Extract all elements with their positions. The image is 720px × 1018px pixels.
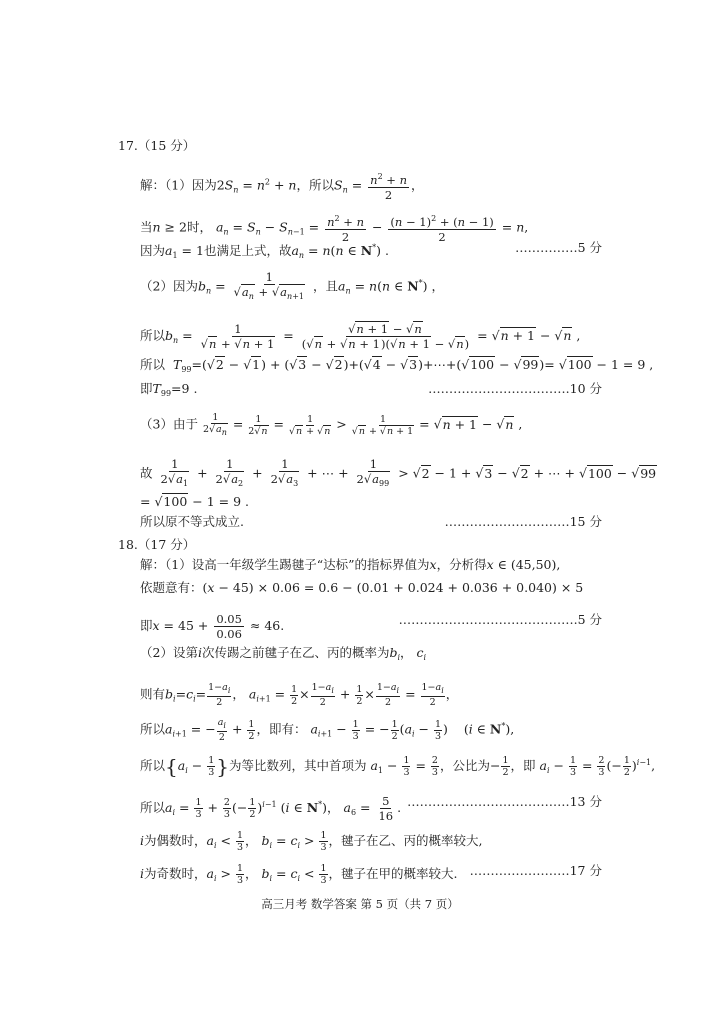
q17-line2: 当n ≥ 2时， $a_n = S_n - S_{n-1}$ = $\frac{n^2 + n}{2}$ − $\frac{(n - 1)^2 + (n - 1)}{2}$ = n, [140, 214, 529, 244]
q17-bn-line: 所以$b_n$ = $\frac{1}{√n + √n + 1}$ = $\frac{√n + 1 - √n}{(√n + √n + 1)(√n + 1 - √n)}$ = √n + 1 − √n , [140, 322, 581, 351]
q17-T99-line: 所以 $T_{99}=(√2 - √1) + (√3 - √2)+(√4$ − √3)+⋯+(√100 − √99)= √100 − 1 = 9 , [140, 357, 654, 374]
q17-conclusion: 所以原不等式成立. [140, 514, 244, 529]
q18-score-17: ……………………17 分 [469, 863, 602, 878]
q18-line3: 即x = 45 + $\frac{0.05}{0.06}$ ≈ 46. [140, 612, 285, 641]
q18-line2: 依题意有：(x − 45) × 0.06 = 0.6 − (0.01 + 0.024 + 0.036 + 0.040) × 5 [140, 580, 584, 595]
q18-line4: （2）设第i次传踢之前毽子在乙、丙的概率为$b_i$， $c_i$ [140, 645, 427, 662]
q18-line8: 所以$a_i$ = $\frac{1}{3}$ + $\frac{2}{3}$ (− $\frac{1}{2}$ )$^{i-1}$ (i ∈ N*)， $a_6$ = $\frac{5}{16}$ . [140, 794, 402, 823]
q18-line5: 则有$b_i=c_i=$ $\frac{1-a_i}{2}$ ， $a_{i+1}$ = $\frac{1}{2}$ × $\frac{1-a_i}{2}$ + $\frac{1}{2}$ × $\frac{1-a_i}{2}$ = $\frac{1-a_i}{2}$ ， [140, 682, 459, 708]
q18-line1: 解：（1）设高一年级学生踢毽子“达标”的指标界值为x，分析得x ∈ (45,50), [140, 557, 561, 572]
q17-part3-line: （3）由于 $\frac{1}{2√a_n}$ = $\frac{1}{2√n}$ = $\frac{1}{√n + √n}$ > $\frac{1}{√n + √n + 1}$ = √n + 1 − √n , [140, 412, 523, 437]
q18-score-13: …………………………………13 分 [407, 794, 602, 809]
q17-sum-result: = √100 − 1 = 9 . [140, 494, 249, 509]
q17-sum-line: 故 $\frac{1}{2√a_1}$ + $\frac{1}{2√a_2}$ + $\frac{1}{2√a_3}$ + ⋯ + $\frac{1}{2√a_{99}}$ > √2 − 1 + √3 − √2 + ⋯ + √100 − √99 [140, 457, 657, 488]
q17-score-15: …………………………15 分 [444, 514, 602, 529]
q17-score-10: …………………………….10 分 [428, 381, 602, 396]
q18-line9: i为偶数时，$a_i$ < $\frac{1}{3}$ ， $b_i = c_i$ > $\frac{1}{3}$ ，毽子在乙、丙的概率较大, [140, 830, 483, 853]
q17-score-5: ……………5 分 [515, 240, 602, 255]
q17-T99-result: 即$T_{99}=9$ . [140, 381, 198, 398]
q18-score-5: …………………………………….5 分 [398, 612, 602, 627]
q17-line1: 解：（1）因为$2S_n = n^2 + n$，所以$S_n$ = $\frac{n^2 + n}{2}$ ， [140, 172, 424, 202]
q18-line7: 所以{$a_i$ − $\frac{1}{3}$ }为等比数列，其中首项为 $a_1$ − $\frac{1}{3}$ = $\frac{2}{3}$ ，公比为− $\frac{1}{2}$ ，即 $a_i$ − $\frac{1}{3}$ = $\frac{2}{3}$ (− $\frac{1}{2}$ )$^{i-1}$, [140, 754, 656, 779]
page-footer: 高三月考 数学答案 第 5 页（共 7 页） [261, 897, 459, 911]
q18-header: 18.（17 分） [118, 537, 196, 552]
q17-line3: 因为$a_1 = 1$也满足上式，故$a_n = n(n$ ∈ N*) . [140, 243, 389, 260]
q18-line10: i为奇数时，$a_i$ > $\frac{1}{3}$ ， $b_i = c_i$ < $\frac{1}{3}$ ，毽子在甲的概率较大. [140, 863, 458, 886]
q17-header: 17.（15 分） [118, 138, 196, 153]
q18-line6: 所以$a_{i+1}$ = − $\frac{a_i}{2}$ + $\frac{1}{2}$ ，即有： $a_{i+1}$ − $\frac{1}{3}$ = − $\frac{1}{2}$ ($a_i$ − $\frac{1}{3}$ ) (i ∈ N*), [140, 717, 515, 743]
q17-part2-line: （2）因为$b_n$ = $\frac{1}{√a_n + √a_{n+1}}$ ，且$a_n = n(n$ ∈ N*) ， [140, 270, 445, 301]
